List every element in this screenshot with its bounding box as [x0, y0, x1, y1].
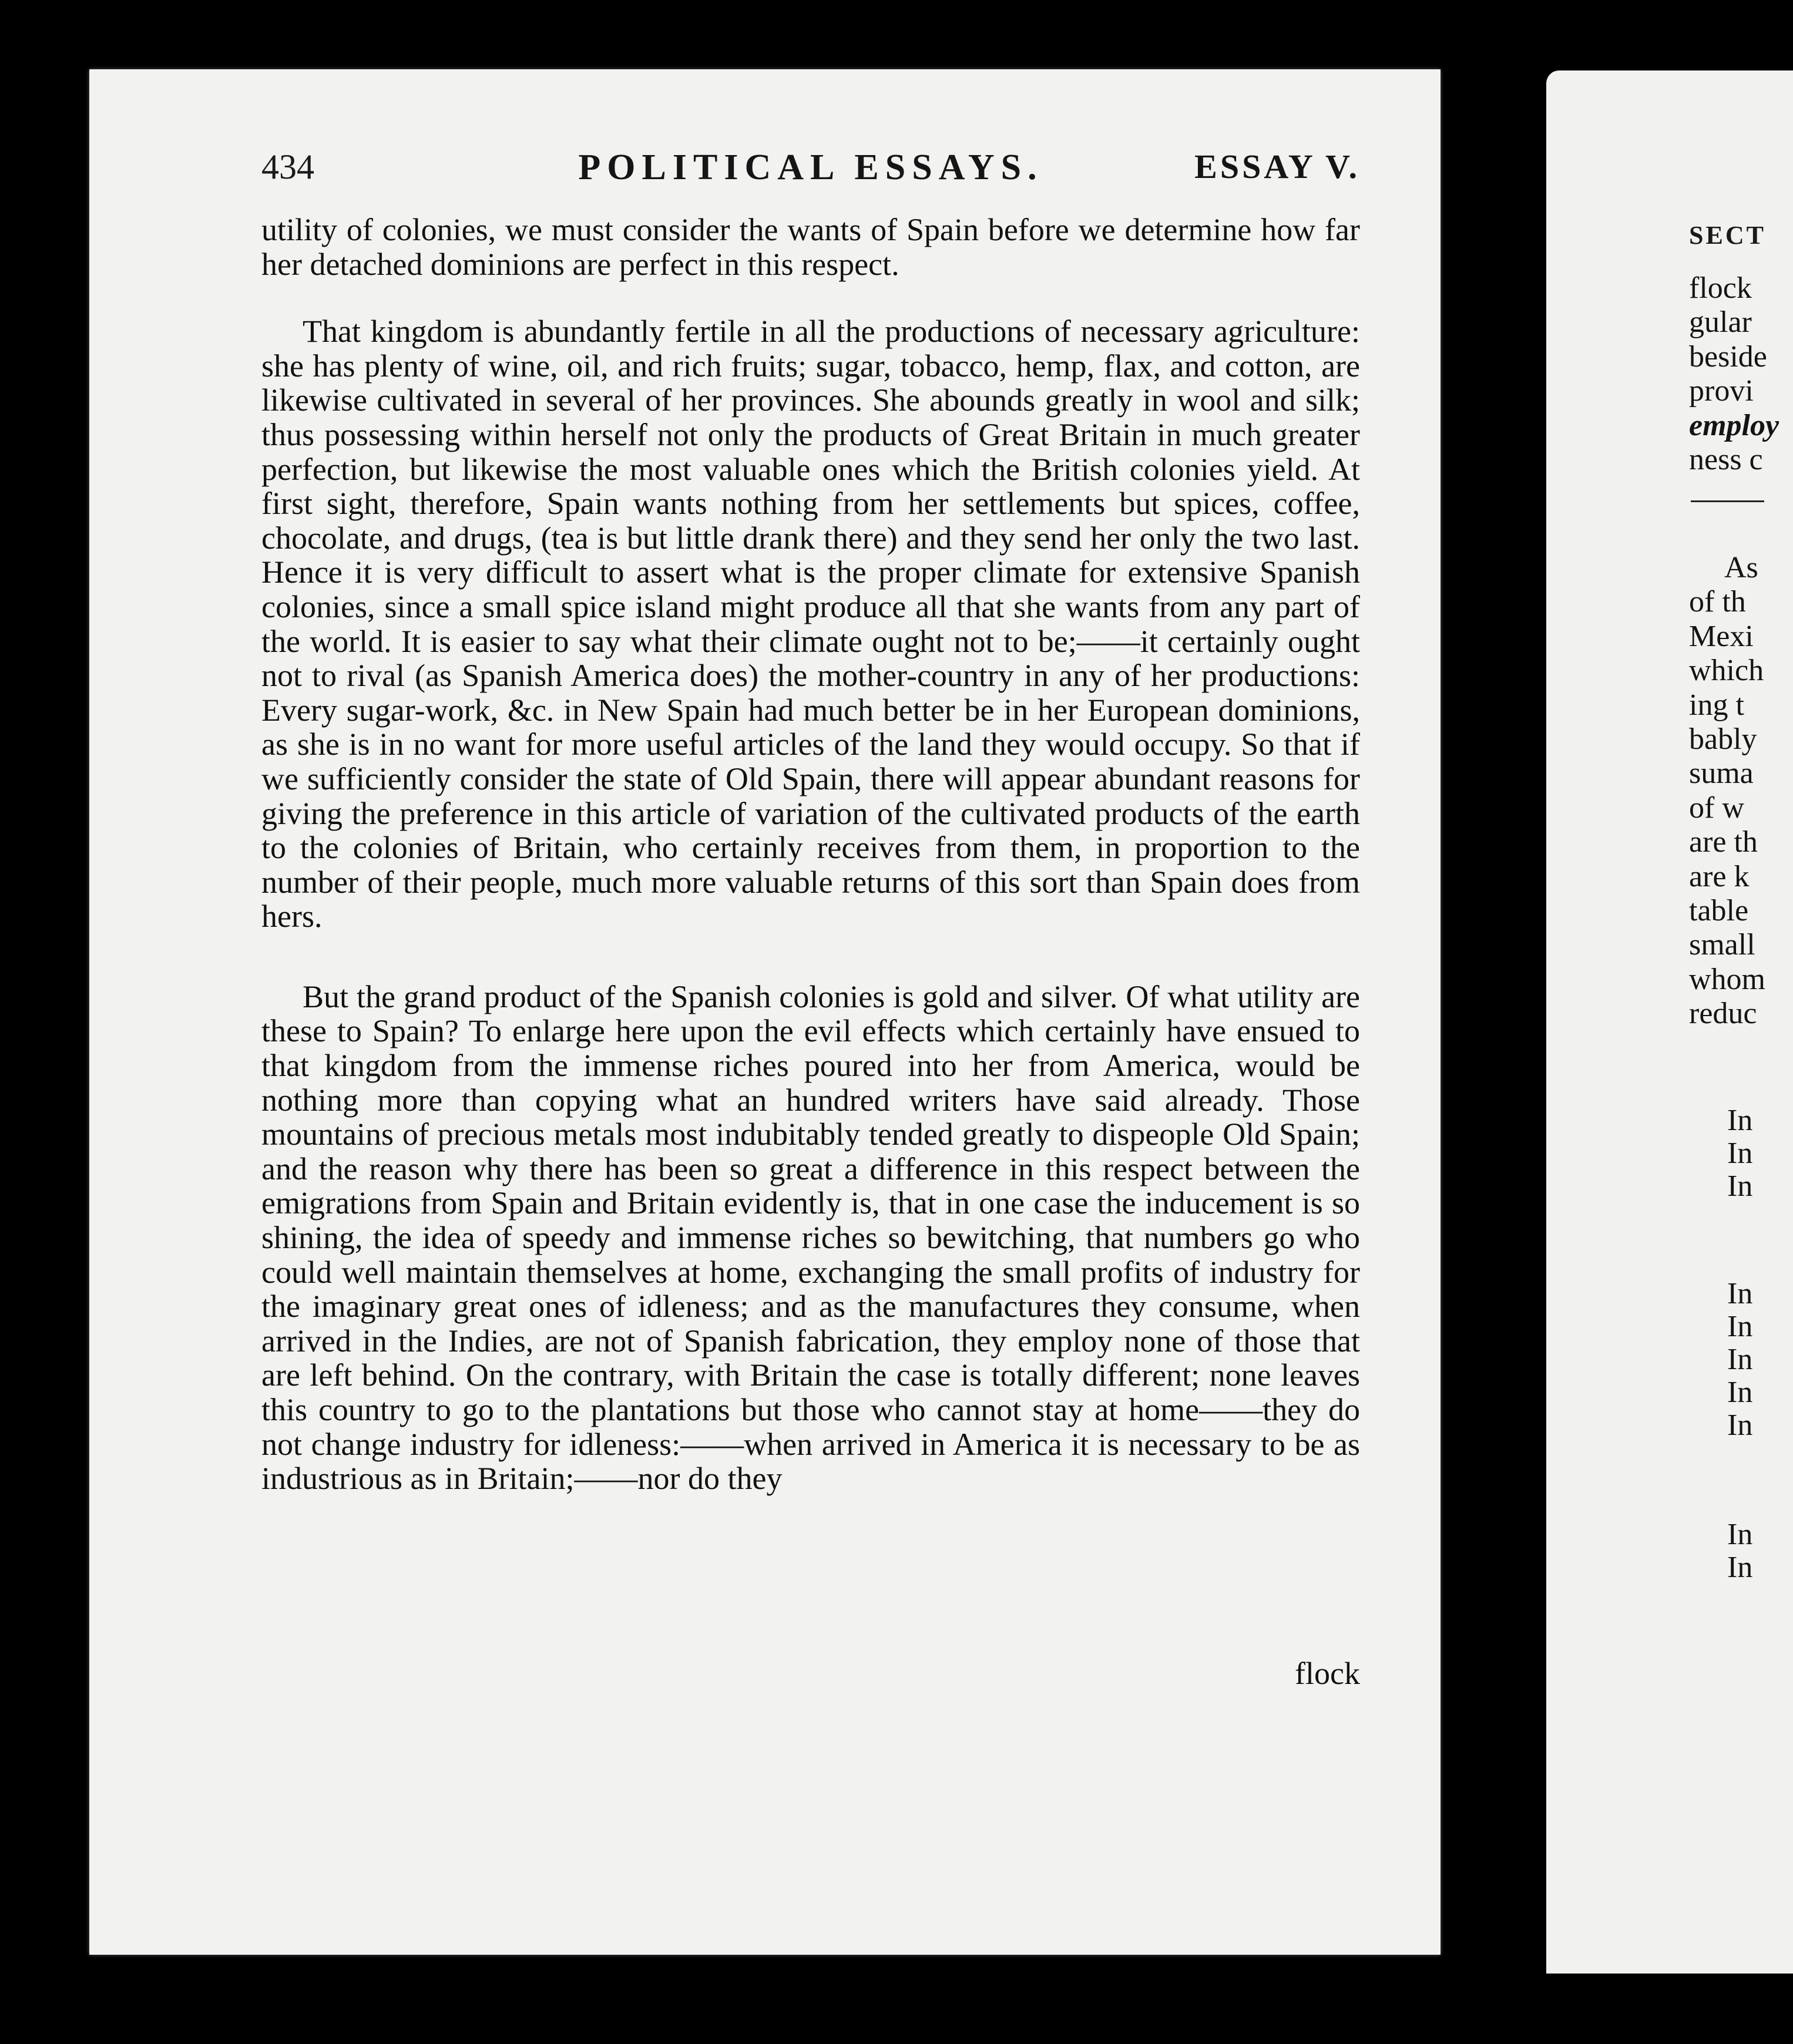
page-number: 434 [261, 147, 314, 186]
facing-page-lines-top [1689, 271, 1779, 477]
facing-list-item: In [1727, 1518, 1753, 1551]
facing-page-header: SECT [1689, 221, 1766, 250]
facing-page-list-c [1727, 1518, 1752, 1584]
facing-line: of w [1689, 791, 1744, 825]
facing-line: gular [1689, 305, 1752, 339]
facing-line: are k [1689, 859, 1750, 893]
paragraph: That kingdom is abundantly fertile in all the productions of necessary agriculture: she has plenty of wine, oil, and rich fruits; sugar, tobacco, hemp, flax, and cotton, are likewise cultivated in several of her provinces. She abounds greatly in wool and silk; thus possessing within herself not only the products of Great Britain in much greater perfection, but likewise the most valuable ones which the British colonies yield. At first sight, therefore, Spain wants nothing from her settlements but spices, coffee, chocolate, and drugs, (tea is but little drank there) and they send her only the two last. Hence it is very difficult to assert what is the proper climate for extensive Spanish colonies, since a small spice island might produce all that she wants from any part of the world. It is easier to say what their climate ought not to be;——it certainly ought not to rival (as Spanish America does) the mother-country in any of her productions: Every sugar-work, &c. in New Spain had much better be in her European dominions, as she is in no want for more useful articles of the land they would occupy. So that if we sufficiently consider the state of Old Spain, there will appear abundant reasons for giving the preference in this article of variation of the cultivated products of the earth to the colonies of Britain, who certainly receives from them, in proportion to the number of their people, much more valuable returns of this sort than Spain does from hers. [261, 314, 1360, 934]
facing-line: bably [1689, 722, 1757, 756]
paragraph: But the grand product of the Spanish colonies is gold and silver. Of what utility are these to Spain? To enlarge here upon the evil effects which certainly have ensued to that kingdom from the immense riches poured into her from America, would be nothing more than copying what an hundred writers have said already. Those mountains of precious metals most indubitably tended greatly to dispeople Old Spain; and the reason why there has been so great a difference in this respect between the emigrations from Spain and Britain evidently is, that in one case the inducement is so shining, the idea of speedy and immense riches so bewitching, that numbers go who could well maintain themselves at home, exchanging the small profits of industry for the imaginary great ones of idleness; and as the manufactures they consume, when arrived in the Indies, are not of Spanish fabrication, they employ none of those that are left behind. On the contrary, with Britain the case is totally different; none leaves this country to go to the plantations but those who cannot stay at home——they do not change industry for idleness:——when arrived in America it is necessary to be as industrious as in Britain;——nor do they [261, 979, 1360, 1497]
paragraph: utility of colonies, we must consider the wants of Spain before we determine how far her detached dominions are perfect in this respect. [261, 212, 1360, 282]
facing-line: whom [1689, 962, 1765, 996]
facing-list-item: In [1727, 1137, 1753, 1170]
facing-list-item: In [1727, 1343, 1753, 1376]
facing-list-item: In [1727, 1551, 1753, 1584]
facing-line: are th [1689, 825, 1758, 859]
facing-line: As [1724, 551, 1758, 584]
facing-line: table [1689, 893, 1749, 927]
facing-line: employ [1689, 408, 1779, 442]
facing-line: small [1689, 928, 1755, 962]
facing-line: suma [1689, 757, 1754, 791]
facing-line: of th [1689, 585, 1746, 619]
page-title: POLITICAL ESSAYS. [578, 147, 1043, 187]
essay-label: ESSAY V. [1194, 147, 1360, 186]
facing-list-item: In [1727, 1169, 1753, 1203]
facing-line: reduc [1689, 997, 1757, 1031]
facing-page-lines-middle [1689, 551, 1765, 1031]
facing-page-list-a [1727, 1104, 1752, 1203]
facing-line: beside [1689, 339, 1767, 374]
facing-list-item: In [1727, 1376, 1753, 1409]
facing-page-list-b [1727, 1278, 1752, 1442]
facing-line: flock [1689, 271, 1752, 305]
facing-line: Mexi [1689, 619, 1754, 653]
facing-list-item: In [1727, 1408, 1753, 1442]
facing-page-rule [1691, 500, 1764, 502]
facing-line: ing t [1689, 688, 1744, 722]
facing-list-item: In [1727, 1310, 1753, 1343]
facing-list-item: In [1727, 1277, 1753, 1310]
running-head [261, 147, 1360, 200]
body-text [261, 213, 1360, 1496]
catchword: flock [1295, 1656, 1360, 1691]
facing-line: provi [1689, 374, 1754, 408]
facing-line: ness c [1689, 442, 1763, 476]
facing-list-item: In [1727, 1104, 1753, 1137]
facing-line: which [1689, 654, 1764, 688]
